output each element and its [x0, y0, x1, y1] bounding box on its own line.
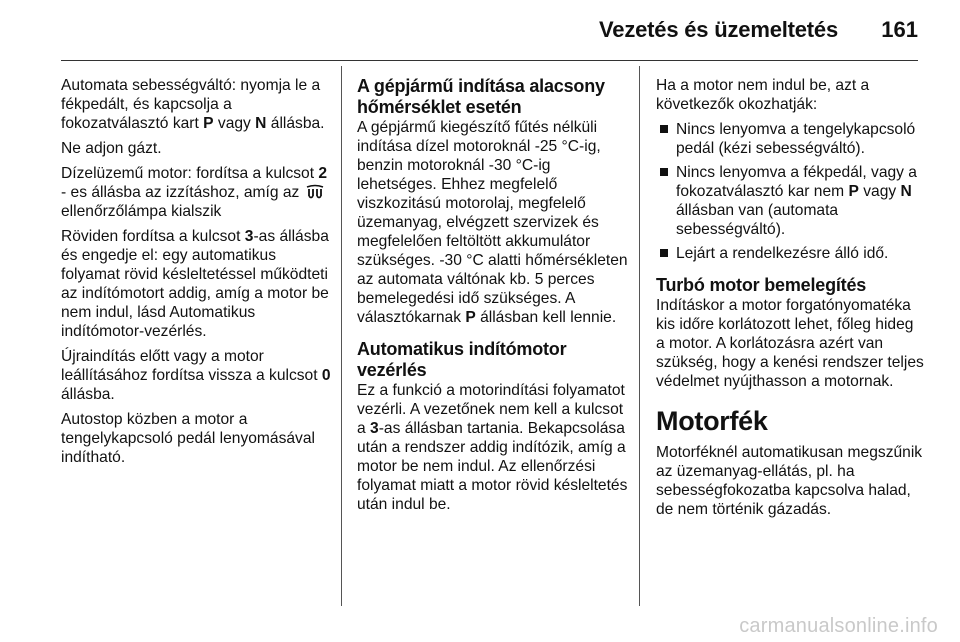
- paragraph-automatic-starter-control: Ez a funkció a motorindítási folyamatot vezérli. A vezetőnek nem kell a kulcsot a 3-as állásban tartania. Bekapcsolása után a rendszer addig indítózik, amíg a motor be nem indul. Az ellenőrzési folyamat miatt a motor rövid késleltetés után indul be.: [357, 382, 628, 513]
- paragraph-engine-not-starting: Ha a motor nem indul be, azt a következők okozhatják:: [656, 77, 870, 113]
- column-3: [656, 76, 926, 525]
- heading-engine-brake: Motorfék: [656, 406, 768, 436]
- column-1: [61, 76, 331, 473]
- paragraph-automatic-transmission: Automata sebességváltó: nyomja le a fékpedált, és kapcsolja a fokozatválasztó kart P vagy N állásba.: [61, 77, 325, 132]
- page-title: Vezetés és üzemeltetés: [599, 17, 838, 42]
- paragraph-briefly-turn-key: Röviden fordítsa a kulcsot 3-as állásba és engedje el: egy automatikus folyamat rövid késleltetéssel működteti az indítómotort addig, amíg a motor be nem indul, lásd Automatikus indítómotor-vezérlés.: [61, 228, 329, 340]
- bullet-icon: [660, 168, 668, 176]
- page-number: 161: [881, 17, 918, 42]
- heading-low-temperature-start: A gépjármű indítása alacsony hőmérséklet esetén: [357, 76, 605, 117]
- page-header: [0, 0, 960, 60]
- heading-automatic-starter-control: Automatikus indítómotor vezérlés: [357, 339, 567, 380]
- list-item: Lejárt a rendelkezésre álló idő.: [656, 244, 926, 263]
- cause-list: [656, 120, 926, 263]
- watermark: carmanualsonline.info: [739, 615, 938, 637]
- paragraph-turbo-warmup: Indításkor a motor forgatónyomatéka kis időre korlátozott lehet, főleg hideg a motor. A korlátozásra azért van szükség, hogy a kenési rendszer teljes védelmet nyújthasson a motornak.: [656, 297, 924, 390]
- glow-plug-icon: [305, 184, 325, 200]
- bullet-icon: [660, 125, 668, 133]
- paragraph-engine-brake: Motorféknél automatikusan megszűnik az üzemanyag-ellátás, pl. ha sebességfokozatba kapcsolva halad, de nem történik gázadás.: [656, 444, 923, 518]
- column-divider-1: [341, 66, 342, 606]
- list-item: Nincs lenyomva a tengelykapcsoló pedál (kézi sebességváltó).: [656, 120, 926, 158]
- paragraph-diesel-preheat: Dízelüzemű motor: fordítsa a kulcsot 2 - es állásba az izzításhoz, amíg az ellenőrzőlámpa kialszik: [61, 165, 328, 220]
- paragraph-restart: Újraindítás előtt vagy a motor leállításához fordítsa vissza a kulcsot 0 állásba.: [61, 348, 331, 403]
- header-divider: [61, 60, 918, 61]
- heading-turbo-warmup: Turbó motor bemelegítés: [656, 275, 867, 295]
- bullet-icon: [660, 249, 668, 257]
- paragraph-no-throttle: Ne adjon gázt.: [61, 140, 162, 157]
- paragraph-low-temperature-start: A gépjármű kiegészítő fűtés nélküli indítása dízel motoroknál -25 °C-ig, benzin motoroknál -30 °C-ig lehetséges. Ehhez megfelelő viszkozitású motorolaj, megfelelő üzemanyag, elvégzett szervizek és megfelelően feltöltött akkumulátor szükséges. -30 °C alatti hőmérsékleten az automata váltónak kb. 5 perces bemelegedési idő szükséges. A választókarnak P állásban kell lennie.: [357, 119, 628, 326]
- list-item: Nincs lenyomva a fékpedál, vagy a fokozatválasztó kar nem P vagy N állásban van (automata sebességváltó).: [656, 163, 926, 239]
- column-2: [357, 76, 629, 520]
- paragraph-autostop: Autostop közben a motor a tengelykapcsoló pedál lenyomásával indítható.: [61, 411, 315, 466]
- column-divider-2: [639, 66, 640, 606]
